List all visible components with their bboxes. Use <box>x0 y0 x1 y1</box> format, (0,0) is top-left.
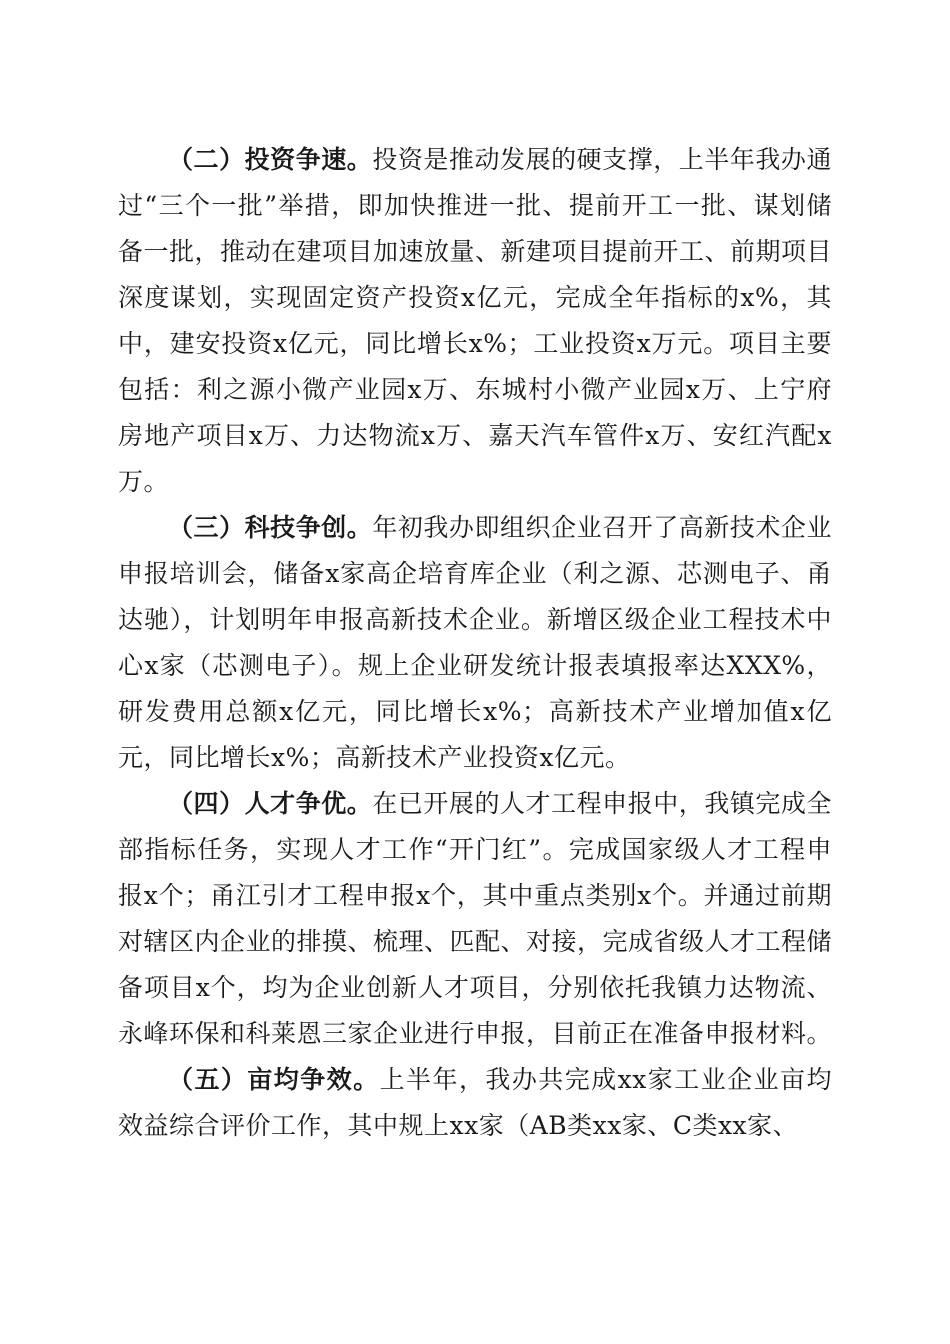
paragraph-text: 投资是推动发展的硬支撑，上半年我办通过“三个一批”举措，即加快推进一批、提前开工一批、谋划储备一批，推动在建项目加速放量、新建项目提前开工、前期项目深度谋划，实现固定资产投资x亿元，完成全年指标的x%，其中，建安投资x亿元，同比增长x%；工业投资x万元。项目主要包括：利之源小微产业园x万、东城村小微产业园x万、上宁府房地产项目x万、力达物流x万、嘉天汽车管件x万、安红汽配x万。 <box>118 145 833 496</box>
paragraph-investment <box>118 137 832 505</box>
paragraph-heading: （五）亩均争效。 <box>168 1065 380 1094</box>
paragraph-heading: （四）人才争优。 <box>168 789 373 818</box>
document-body <box>118 137 832 1149</box>
paragraph-technology <box>118 505 832 781</box>
paragraph-efficiency <box>118 1057 832 1149</box>
paragraph-text: 年初我办即组织企业召开了高新技术企业申报培训会，储备x家高企培育库企业（利之源、芯测电子、甬达驰），计划明年申报高新技术企业。新增区级企业工程技术中心x家（芯测电子）。规上企业研发统计报表填报率达XXX%，研发费用总额x亿元，同比增长x%；高新技术产业增加值x亿元，同比增长x%；高新技术产业投资x亿元。 <box>118 513 832 772</box>
paragraph-text: 在已开展的人才工程申报中，我镇完成全部指标任务，实现人才工作“开门红”。完成国家级人才工程申报x个；甬江引才工程申报x个，其中重点类别x个。并通过前期对辖区内企业的排摸、梳理、匹配、对接，完成省级人才工程储备项目x个，均为企业创新人才项目，分别依托我镇力达物流、永峰环保和科莱恩三家企业进行申报，目前正在准备申报材料。 <box>118 789 833 1048</box>
paragraph-text: 上半年，我办共完成xx家工业企业亩均效益综合评价工作，其中规上xx家（AB类xx家、C类xx家、 <box>118 1065 832 1140</box>
paragraph-heading: （三）科技争创。 <box>168 513 373 542</box>
paragraph-heading: （二）投资争速。 <box>168 145 373 174</box>
paragraph-talent <box>118 781 832 1057</box>
